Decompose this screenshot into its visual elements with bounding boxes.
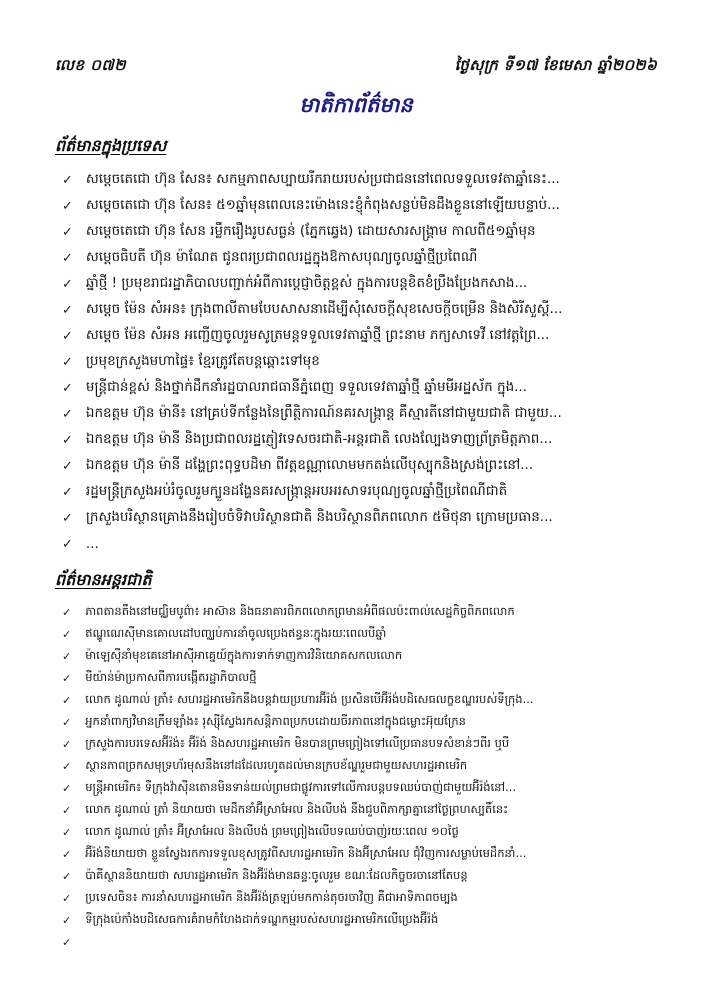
list-item <box>62 865 657 887</box>
check-mark-icon: ✓ <box>62 913 72 927</box>
news-item-text: ក្រសួងការបរទេសអ៊ីរ៉ង់៖ អ៊ីរ៉ង់ និងសហរដ្ឋអាមេរិក មិនបានព្រមព្រៀងទៅលើប្រធានបទសំខាន់ៗពីរ ឬបី <box>85 735 510 750</box>
list-item <box>62 601 657 623</box>
news-item-text: អ្នកនាំពាក្យវិមានក្រឹមឡាំង៖ រុស្ស៊ីស្វែងរកសន្តិភាពប្រកបដោយចីរភាពនៅក្នុងជម្លោះអ៊ុយក្រែន <box>85 713 466 728</box>
check-mark-icon: ✓ <box>62 737 72 751</box>
domestic-news-heading: ព័ត៌មានក្នុងប្រទេស <box>55 136 167 155</box>
list-item <box>62 505 657 531</box>
news-item-text: មន្ត្រីអាមេរិក៖ ទីក្រុងវ៉ាស៊ីនតោនមិនទាន់យល់ព្រមជាផ្លូវការទៅលើការបន្តបទឈប់បាញ់ជាមួយអ៊ីរ៉ង់នៅ... <box>85 779 517 794</box>
domestic-news-list <box>55 167 657 557</box>
news-item-text: ប្រទេសចិន៖ ការនាំសហរដ្ឋអាមេរិក និងអ៊ីរ៉ង់ត្រឡប់មកកាន់តុចរចាវិញ គឺជាអាទិភាពចម្បង <box>85 889 458 904</box>
list-item <box>62 821 657 843</box>
list-item <box>62 427 657 453</box>
news-item-text: លោក ដូណាល់ ត្រាំ៖ សហរដ្ឋអាមេរិកនឹងបន្តវាយប្រហារអ៊ីរ៉ង់ ប្រសិនបើអ៊ីរ៉ង់បដិសេធលក្ខខណ្ឌរបស់ទីក្រុង... <box>85 691 534 706</box>
list-item <box>62 887 657 909</box>
news-item-text: សម្តេចតេជោ ហ៊ុន សែន៖ សកម្មភាពសប្បាយរីករាយរបស់ប្រជាជននៅពេលទទួលទេវតាឆ្នាំនេះ... <box>85 171 560 187</box>
check-mark-icon: ✓ <box>62 671 72 685</box>
news-item-text: មន្ត្រីជាន់ខ្ពស់ និងថ្នាក់ដឹកនាំរដ្ឋបាលរាជធានីភ្នំពេញ ទទួលទេវតាឆ្នាំថ្មី ឆ្នាំមមីអដ្ឋស័ក ក្នុង... <box>85 379 528 395</box>
news-item-text: សម្តេចធិបតី ហ៊ុន ម៉ាណែត ជូនពរប្រជាពលរដ្ឋក្នុងឱកាសបុណ្យចូលឆ្នាំថ្មីប្រពៃណី <box>85 249 478 265</box>
list-item <box>62 193 657 219</box>
list-item <box>62 667 657 689</box>
check-mark-icon: ✓ <box>62 935 72 949</box>
list-item <box>62 689 657 711</box>
news-item-text: លោក ដូណាល់ ត្រាំ និយាយថា មេដឹកនាំអ៊ីស្រាអែល និងលីបង់ នឹងជួបពិភាក្សាគ្នានៅថ្ងៃព្រហស្បតិ៍នេះ <box>85 801 509 816</box>
news-item-text: ក្រសួងបរិស្ថានគ្រោងនឹងរៀបចំទិវាបរិស្ថានជាតិ និងបរិស្ថានពិភពលោក ៥មិថុនា ក្រោមប្រធាន... <box>85 509 553 525</box>
list-item <box>62 375 657 401</box>
check-mark-icon: ✓ <box>62 759 72 773</box>
news-item-text: សម្តេចតេជោ ហ៊ុន សែន៖ ៥១ឆ្នាំមុនពេលនេះម៉ោងនេះខ្ញុំកំពុងសន្លប់មិនដឹងខ្លួននៅឡើយបន្ទាប់... <box>85 197 560 213</box>
news-item-text: ឥណ្ឌូណេស៊ីមានគោលដៅបញ្ឈប់ការនាំចូលប្រេងឥន្ធនៈក្នុងរយៈពេលបីឆ្នាំ <box>85 625 387 640</box>
news-item-text: ... <box>85 536 99 552</box>
news-item-text: ប៉ាគីស្ថាននិយាយថា សហរដ្ឋអាមេរិក និងអ៊ីរ៉ង់មានឆន្ទៈចូលរួម ខណៈដែលកិច្ចចរចានៅតែបន្ត <box>85 867 468 882</box>
news-item-text: លោក ដូណាល់ ត្រាំ៖ អ៊ីស្រាអែល និងលីបង់ ព្រមព្រៀងលើបទឈប់បាញ់រយៈពេល ១០ថ្ងៃ <box>85 823 459 838</box>
check-mark-icon: ✓ <box>62 869 72 883</box>
check-mark-icon: ✓ <box>62 354 73 370</box>
check-mark-icon: ✓ <box>62 605 72 619</box>
list-item <box>62 219 657 245</box>
check-mark-icon: ✓ <box>62 803 72 817</box>
news-item-text: រដ្ឋមន្ត្រីក្រសួងអប់រំចូលរួមក្បួនដង្ហែនគរសង្ក្រាន្តអបអរសាទរបុណ្យចូលឆ្នាំថ្មីប្រពៃណីជាតិ <box>85 483 508 499</box>
check-mark-icon: ✓ <box>62 510 73 526</box>
check-mark-icon: ✓ <box>62 649 72 663</box>
news-item-text: សម្តេច ម៉ែន សំអន៖ ក្រុងពាលីតាមបែបសាសនាដើម្បីសុំសេចក្តីសុខសេចក្តីចម្រើន និងសិរីសួស្តី... <box>85 301 563 317</box>
check-mark-icon: ✓ <box>62 891 72 905</box>
list-item <box>62 401 657 427</box>
check-mark-icon: ✓ <box>62 250 73 266</box>
issue-number: លេខ ០៧២ <box>55 56 127 74</box>
section-international-news <box>55 569 657 953</box>
check-mark-icon: ✓ <box>62 781 72 795</box>
list-item <box>62 623 657 645</box>
news-item-text: សម្តេច ម៉ែន សំអន អញ្ជើញចូលរួមសូត្រមន្តទទួលទេវតាឆ្នាំថ្មី ព្រះនាម ភក្យសាទេវី នៅវត្តព្រៃ... <box>85 327 550 343</box>
list-item <box>62 323 657 349</box>
list-item <box>62 711 657 733</box>
document-header <box>55 56 657 78</box>
list-item <box>62 167 657 193</box>
news-item-text: ទីក្រុងប៉េកាំងបដិសេធការគំរាមកំហែងដាក់ទណ្ឌកម្មរបស់សហរដ្ឋអាមេរិកលើប្រេងអ៊ីរ៉ង់ <box>85 911 439 926</box>
check-mark-icon: ✓ <box>62 484 73 500</box>
check-mark-icon: ✓ <box>62 172 73 188</box>
list-item <box>62 245 657 271</box>
list-item <box>62 755 657 777</box>
check-mark-icon: ✓ <box>62 224 73 240</box>
list-item <box>62 297 657 323</box>
news-item-text: ឯកឧត្តម ហ៊ុន ម៉ានី និងប្រជាពលរដ្ឋភ្ញៀវទេសចរជាតិ-អន្តរជាតិ លេងល្បែងទាញព្រ័ត្រមិត្តភាព... <box>85 431 553 447</box>
news-item-text: ឯកឧត្តម ហ៊ុន ម៉ានី៖ នៅគ្រប់ទីកន្លែងនៃព្រឹត្តិការណ៍នគរសង្ក្រាន្ត គឺស្មារតីនៅជាមួយជាតិ ជាមួយ... <box>85 405 562 421</box>
list-item <box>62 799 657 821</box>
news-item-text: ម៉ាឡេស៊ីនាំមុខគេនៅអាស៊ីអាគ្នេយ៍ក្នុងការទាក់ទាញការវិនិយោគសកលលោក <box>85 647 403 662</box>
list-item <box>62 777 657 799</box>
news-item-text: សម្តេចតេជោ ហ៊ុន សែន រម្លឹករឿងរូបសធ្ងន់ (ភ្នែកឆ្វេង) ដោយសារសង្គ្រាម កាលពី៥១ឆ្នាំមុន <box>85 223 536 239</box>
check-mark-icon: ✓ <box>62 693 72 707</box>
news-item-text: អ៊ីរ៉ង់និយាយថា ខ្លួនស្វែងរកការទទួលខុសត្រូវពីសហរដ្ឋអាមេរិក និងអ៊ីស្រាអែល ជុំវិញការសម្លាប់មេដឹកនាំ... <box>85 845 527 860</box>
check-mark-icon: ✓ <box>62 715 72 729</box>
international-news-list <box>55 601 657 953</box>
list-item <box>62 479 657 505</box>
news-item-text: ស្ថានភាពច្រកសមុទ្រហ័រមុសនឹងនៅដដែលរហូតដល់មានក្របខ័ណ្ឌរួមជាមួយសហរដ្ឋអាមេរិក <box>85 757 468 772</box>
list-item <box>62 453 657 479</box>
list-item <box>62 271 657 297</box>
list-item <box>62 843 657 865</box>
list-item <box>62 733 657 755</box>
news-item-text: ឯកឧត្តម ហ៊ុន ម៉ានី ដង្ហែព្រះពុទ្ធបដិមា ពីវត្តឧណ្ណាលោមមកតង់លើបុស្បុកនិងស្រង់ព្រះនៅ... <box>85 457 534 473</box>
check-mark-icon: ✓ <box>62 536 73 552</box>
check-mark-icon: ✓ <box>62 328 73 344</box>
news-item-text: ឆ្នាំថ្មី ! ប្រមុខរាជរដ្ឋាភិបាលបញ្ជាក់អំពីការប្តេជ្ញាចិត្តខ្ពស់ ក្នុងការបន្តខិតខំប្រឹងប្រែងកសាង... <box>85 275 528 291</box>
section-domestic-news <box>55 135 657 557</box>
list-item <box>62 909 657 931</box>
list-item <box>62 531 657 557</box>
check-mark-icon: ✓ <box>62 406 73 422</box>
check-mark-icon: ✓ <box>62 302 73 318</box>
page-title: មាតិកាព័ត៌មាន <box>299 93 413 117</box>
list-item <box>62 645 657 667</box>
news-item-text: មីយ៉ាន់ម៉ាប្រកាសពីការបង្កើតរដ្ឋាភិបាលថ្មី <box>85 669 257 684</box>
check-mark-icon: ✓ <box>62 276 73 292</box>
check-mark-icon: ✓ <box>62 380 73 396</box>
check-mark-icon: ✓ <box>62 627 72 641</box>
news-item-text: ប្រមុខក្រសួងមហាផ្ទៃ៖ ខ្មែរត្រូវតែបន្តឆ្ពោះទៅមុខ <box>85 353 320 369</box>
check-mark-icon: ✓ <box>62 825 72 839</box>
check-mark-icon: ✓ <box>62 458 73 474</box>
international-news-heading: ព័ត៌មានអន្តរជាតិ <box>55 570 152 589</box>
check-mark-icon: ✓ <box>62 198 73 214</box>
list-item <box>62 931 657 953</box>
check-mark-icon: ✓ <box>62 847 72 861</box>
check-mark-icon: ✓ <box>62 432 73 448</box>
list-item <box>62 349 657 375</box>
issue-date: ថ្ងៃសុក្រ ទី១៧ ខែមេសា ឆ្នាំ២០២៦ <box>454 56 657 74</box>
news-item-text: ភាពតានតឹងនៅមជ្ឈិមបូព៌ា៖ អាស៊ាន និងធនាគារពិភពលោកព្រមានអំពីផលប៉ះពាល់សេដ្ឋកិច្ចពិភពលោក <box>85 603 515 618</box>
